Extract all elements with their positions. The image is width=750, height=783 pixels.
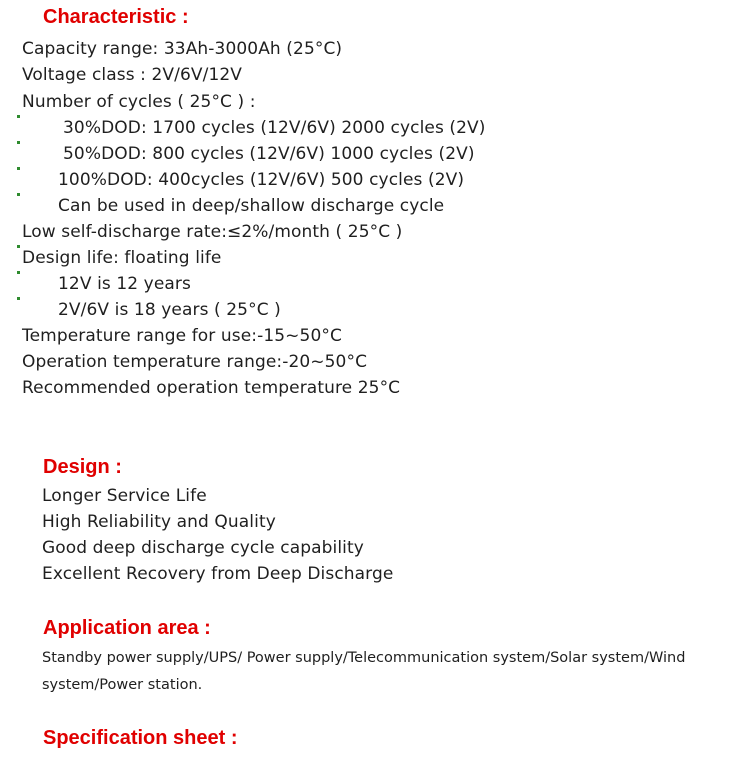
design-item: Excellent Recovery from Deep Discharge bbox=[42, 564, 394, 584]
characteristic-heading: Characteristic : bbox=[43, 6, 189, 28]
design-heading: Design : bbox=[43, 456, 122, 478]
life-12v: 12V is 12 years bbox=[58, 274, 191, 294]
design-item: Longer Service Life bbox=[42, 486, 207, 506]
tick-mark-icon bbox=[17, 141, 20, 144]
tick-mark-icon bbox=[17, 245, 20, 248]
dod30-cycles: 30%DOD: 1700 cycles (12V/6V) 2000 cycles (2V) bbox=[63, 118, 486, 138]
dod100-cycles: 100%DOD: 400cycles (12V/6V) 500 cycles (2V) bbox=[58, 170, 465, 190]
tick-mark-icon bbox=[17, 115, 20, 118]
tick-mark-icon bbox=[17, 167, 20, 170]
design-item: High Reliability and Quality bbox=[42, 512, 276, 532]
design-item: Good deep discharge cycle capability bbox=[42, 538, 364, 558]
design-life: Design life: floating life bbox=[22, 248, 222, 268]
voltage-class: Voltage class : 2V/6V/12V bbox=[22, 65, 243, 85]
specification-heading: Specification sheet : bbox=[43, 727, 238, 749]
capacity-range: Capacity range: 33Ah-3000Ah (25°C) bbox=[22, 39, 343, 59]
deep-shallow-cycle: Can be used in deep/shallow discharge cycle bbox=[58, 196, 445, 216]
recommended-temperature: Recommended operation temperature 25°C bbox=[22, 378, 401, 398]
self-discharge-rate: Low self-discharge rate:≤2%/month ( 25°C ) bbox=[22, 222, 403, 242]
tick-mark-icon bbox=[17, 297, 20, 300]
dod50-cycles: 50%DOD: 800 cycles (12V/6V) 1000 cycles (2V) bbox=[63, 144, 475, 164]
tick-mark-icon bbox=[17, 271, 20, 274]
application-text: Standby power supply/UPS/ Power supply/Telecommunication system/Solar system/Wind system/Power station. bbox=[42, 650, 686, 693]
life-2v-6v: 2V/6V is 18 years ( 25°C ) bbox=[58, 300, 281, 320]
application-heading: Application area : bbox=[43, 617, 211, 639]
temperature-range-use: Temperature range for use:-15~50°C bbox=[22, 326, 342, 346]
operation-temperature-range: Operation temperature range:-20~50°C bbox=[22, 352, 368, 372]
number-of-cycles-label: Number of cycles ( 25°C ) : bbox=[22, 92, 256, 112]
tick-mark-icon bbox=[17, 193, 20, 196]
